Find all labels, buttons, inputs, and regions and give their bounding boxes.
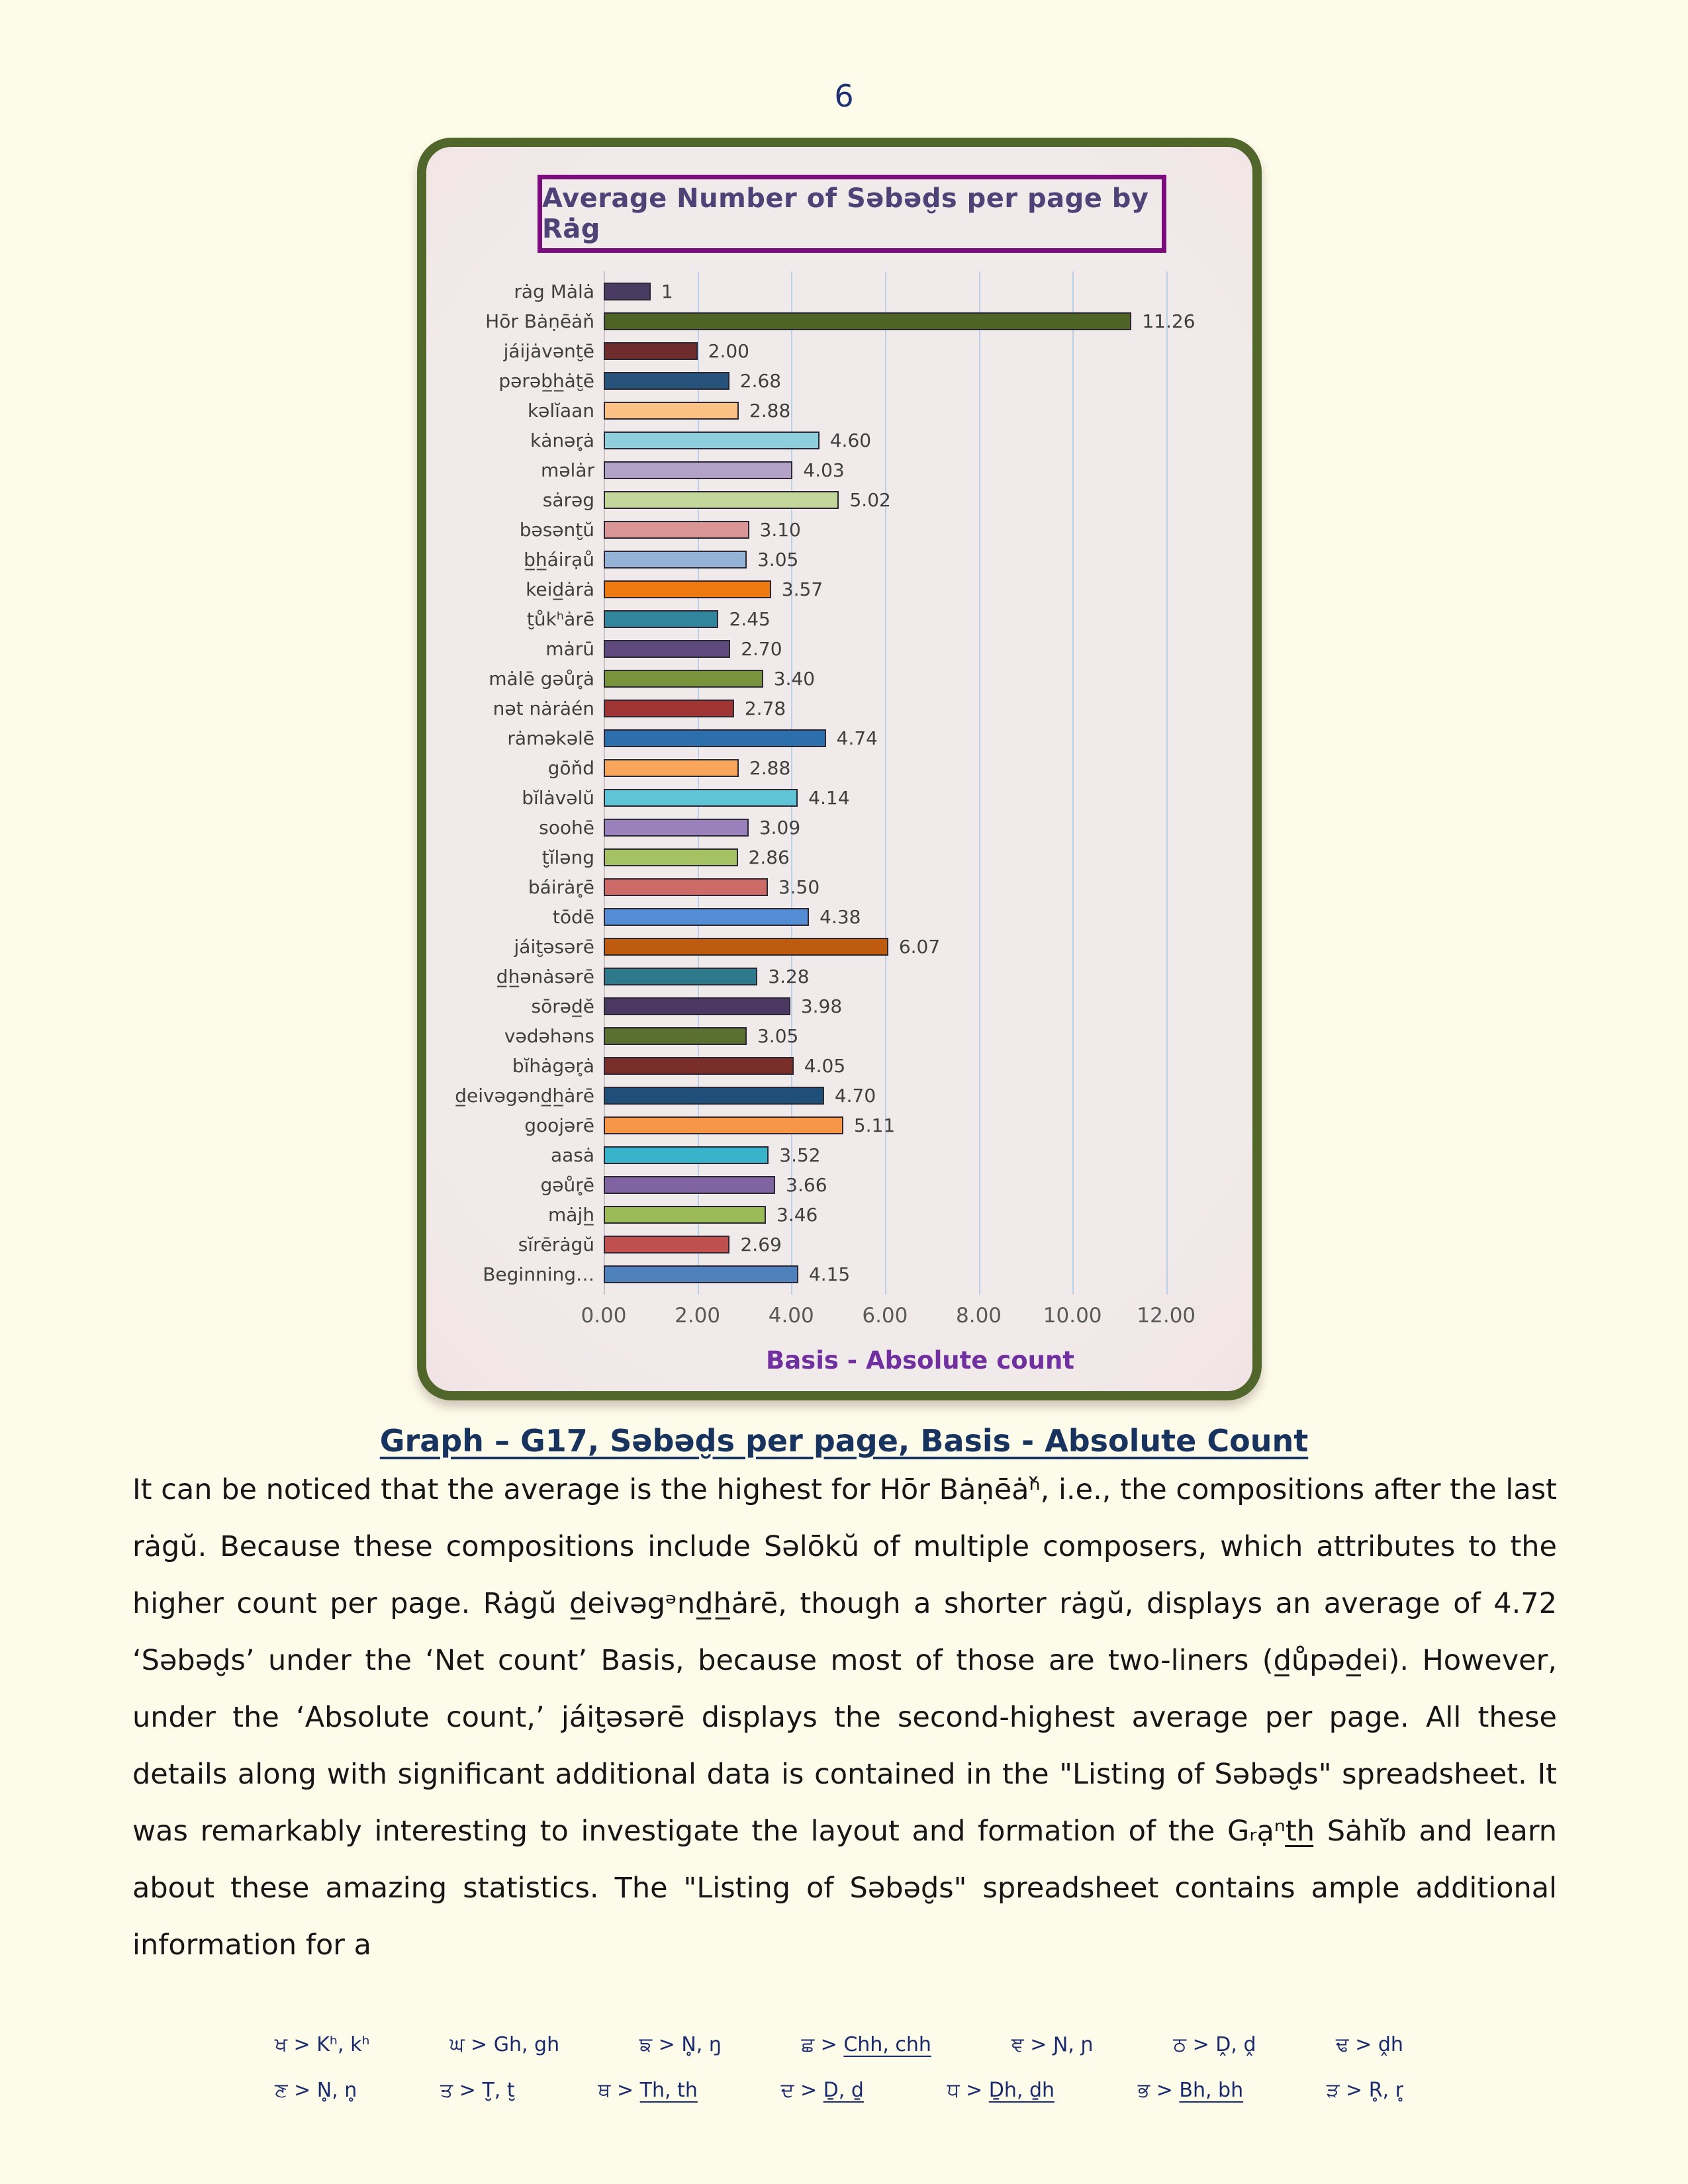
key-item bbox=[639, 2033, 722, 2056]
category-axis bbox=[430, 277, 604, 1289]
bar-label: Hōr Bȧṇēȧň bbox=[485, 310, 594, 332]
latin-transliteration: T̮, t̮ bbox=[482, 2079, 515, 2102]
chart-title-box bbox=[538, 175, 1166, 253]
bar bbox=[604, 848, 738, 866]
bar-value-label: 1 bbox=[661, 281, 673, 302]
gurmukhi-glyph: ਙ > bbox=[639, 2033, 682, 2056]
gurmukhi-glyph: ਞ > bbox=[1011, 2033, 1053, 2056]
key-item bbox=[1011, 2033, 1093, 2056]
bar bbox=[604, 521, 749, 539]
key-item bbox=[1173, 2033, 1256, 2056]
bar-row bbox=[604, 574, 1237, 604]
bar-label: tōdē bbox=[552, 906, 594, 928]
key-item bbox=[1336, 2033, 1403, 2056]
bar-label: bəsənt̮ŭ bbox=[519, 519, 594, 541]
bar-row bbox=[604, 664, 1237, 694]
bar-label: nət nȧrȧén bbox=[492, 698, 594, 719]
bar-value-label: 3.57 bbox=[781, 578, 823, 600]
bar bbox=[604, 938, 888, 956]
bar-value-label: 2.69 bbox=[740, 1234, 782, 1255]
x-tick-label: 10.00 bbox=[1043, 1304, 1102, 1328]
bar-row bbox=[604, 604, 1237, 634]
bar-value-label: 3.66 bbox=[786, 1174, 827, 1196]
bar bbox=[604, 372, 729, 390]
bar-row bbox=[604, 991, 1237, 1021]
latin-transliteration: N̥, n̥ bbox=[316, 2079, 357, 2102]
bar-label: mȧrū bbox=[545, 638, 594, 660]
bar-label: keid̲ȧrȧ bbox=[526, 578, 594, 600]
bar-row bbox=[604, 1230, 1237, 1259]
bar-label: t̮ĭləng bbox=[541, 846, 594, 868]
bar-row bbox=[604, 1140, 1237, 1170]
bar-label: bĭlȧvəlŭ bbox=[522, 787, 594, 809]
bar-row bbox=[604, 1111, 1237, 1140]
bar-label: gəůr̥ē bbox=[540, 1174, 594, 1196]
bar-value-label: 2.00 bbox=[708, 340, 749, 362]
gurmukhi-glyph: ਭ > bbox=[1137, 2079, 1180, 2102]
bar-value-label: 2.78 bbox=[744, 698, 786, 719]
latin-transliteration: N̥, ŋ bbox=[681, 2033, 722, 2056]
bar bbox=[604, 1206, 766, 1224]
bar-label: rȧg Mȧlȧ bbox=[514, 281, 594, 302]
bar-row bbox=[604, 396, 1237, 426]
bar bbox=[604, 1236, 729, 1253]
latin-transliteration: Bh, bh bbox=[1179, 2079, 1244, 2102]
key-item bbox=[1327, 2079, 1403, 2102]
bar-row bbox=[604, 306, 1237, 336]
bar-label: pərəb̲h̲ȧt̮ē bbox=[498, 370, 594, 392]
bar bbox=[604, 610, 718, 628]
latin-transliteration: Th, th bbox=[639, 2079, 698, 2102]
body-paragraph: It can be noticed that the average is the highest for Hōr Bȧṇēȧⁿ̌, i.e., the compositions after the last rȧgŭ. Because these compositions include Səlōkŭ of multiple composers, which attributes to the higher count per page. Rȧgŭ d̲eivəgᵊnd̲h̲ȧrē, though a shorter rȧgŭ, displays an average of 4.72 ‘Səbəd̮s’ under the ‘Net count’ Basis, because most of those are two-liners (d̲ůpəd̲ei). However, under the ‘Absolute count,’ jáit̮əsərē displays the second-highest average per page. All these details along with significant additional data is contained in the "Listing of Səbəd̮s" spreadsheet. It was remarkably interesting to investigate the layout and formation of the Gᵣạⁿt̲h̲ Sȧhĭb and learn about these amazing statistics. The "Listing of Səbəd̮s" spreadsheet contains ample additional information for a bbox=[132, 1473, 1557, 1962]
bar-row bbox=[604, 1170, 1237, 1200]
bar-row bbox=[604, 902, 1237, 932]
bar bbox=[604, 729, 826, 747]
bar-label: kȧnər̥ȧ bbox=[530, 430, 594, 451]
gurmukhi-glyph: ਧ > bbox=[947, 2079, 989, 2102]
bar-label: báirȧr̥ē bbox=[528, 876, 594, 898]
key-item bbox=[801, 2033, 931, 2056]
bar-value-label: 4.14 bbox=[808, 787, 850, 809]
x-axis-ticks bbox=[581, 1304, 1237, 1337]
bar-value-label: 3.05 bbox=[757, 1025, 799, 1047]
bar-label: mȧlē gəůr̥ȧ bbox=[489, 668, 594, 690]
bar bbox=[604, 878, 768, 896]
key-row bbox=[275, 2033, 1403, 2056]
gurmukhi-glyph: ਣ > bbox=[275, 2079, 317, 2102]
bar-row bbox=[604, 694, 1237, 723]
page-number: 6 bbox=[834, 78, 854, 114]
bar-value-label: 2.70 bbox=[741, 638, 782, 660]
bar bbox=[604, 580, 771, 598]
bar-row bbox=[604, 426, 1237, 455]
bar-label: b̲h̲áirạů bbox=[524, 549, 594, 570]
bar-value-label: 4.60 bbox=[829, 430, 872, 451]
latin-transliteration: Ḏh, ḏh bbox=[988, 2079, 1055, 2102]
bar-row bbox=[604, 336, 1237, 366]
latin-transliteration: ḓh bbox=[1378, 2033, 1403, 2056]
bar-row bbox=[604, 932, 1237, 962]
key-item bbox=[440, 2079, 515, 2102]
bar bbox=[604, 1146, 769, 1164]
bar bbox=[604, 670, 763, 688]
gurmukhi-glyph: ਖ > bbox=[275, 2033, 317, 2056]
bar bbox=[604, 759, 739, 777]
bar-row bbox=[604, 515, 1237, 545]
bar-value-label: 3.28 bbox=[768, 966, 810, 987]
bar-value-label: 2.88 bbox=[749, 400, 791, 422]
bar-track-area bbox=[604, 277, 1237, 1289]
bar-row bbox=[604, 545, 1237, 574]
bar-label: sōrəd̲ĕ bbox=[531, 995, 594, 1017]
bar bbox=[604, 700, 734, 717]
x-axis-title-row bbox=[604, 1346, 1237, 1375]
bar-label: sĭrērȧgŭ bbox=[518, 1234, 594, 1255]
bar-row bbox=[604, 366, 1237, 396]
key-item bbox=[449, 2033, 559, 2056]
bar-row bbox=[604, 783, 1237, 813]
bar bbox=[604, 461, 792, 479]
bar-value-label: 4.70 bbox=[834, 1085, 876, 1107]
bar-value-label: 5.02 bbox=[849, 489, 891, 511]
x-tick-label: 4.00 bbox=[768, 1304, 814, 1328]
bar-row bbox=[604, 277, 1237, 306]
gurmukhi-glyph: ਠ > bbox=[1173, 2033, 1216, 2056]
bar bbox=[604, 551, 747, 569]
bar-value-label: 3.05 bbox=[757, 549, 799, 570]
bar bbox=[604, 491, 839, 509]
figure-caption: Graph – G17, Səbəd̮s per page, Basis - Absolute Count bbox=[379, 1423, 1309, 1459]
gurmukhi-glyph: ਤ > bbox=[440, 2079, 483, 2102]
latin-transliteration: Gh, gh bbox=[493, 2033, 560, 2056]
bar bbox=[604, 997, 790, 1015]
bar-row bbox=[604, 753, 1237, 783]
bar bbox=[604, 1057, 794, 1075]
bar bbox=[604, 789, 798, 807]
bar-label: kəlĭaan bbox=[527, 400, 594, 422]
bar bbox=[604, 1027, 747, 1045]
bar bbox=[604, 968, 757, 985]
plot-area bbox=[430, 277, 1246, 1289]
bar-row bbox=[604, 813, 1237, 842]
key-item bbox=[275, 2079, 357, 2102]
bar-label: Beginning… bbox=[483, 1263, 594, 1285]
bar-row bbox=[604, 485, 1237, 515]
bar-row bbox=[604, 1200, 1237, 1230]
key-item bbox=[598, 2079, 697, 2102]
x-tick-label: 12.00 bbox=[1137, 1304, 1196, 1328]
bar bbox=[604, 283, 651, 300]
bar-value-label: 4.74 bbox=[836, 727, 878, 749]
bar-value-label: 11.26 bbox=[1142, 310, 1196, 332]
bar-value-label: 6.07 bbox=[898, 936, 941, 958]
bar-label: gōňd bbox=[547, 757, 594, 779]
bar-value-label: 3.98 bbox=[800, 995, 843, 1017]
bar-row bbox=[604, 1259, 1237, 1289]
latin-transliteration: Ḓ, ḓ bbox=[1215, 2033, 1256, 2056]
bar-value-label: 4.03 bbox=[803, 459, 845, 481]
bar-row bbox=[604, 1021, 1237, 1051]
bar bbox=[604, 1116, 843, 1134]
bar-value-label: 2.88 bbox=[749, 757, 791, 779]
latin-transliteration: Ḏ, ḏ bbox=[823, 2079, 864, 2102]
bar-label: soohē bbox=[539, 817, 594, 839]
gurmukhi-glyph: ਥ > bbox=[598, 2079, 640, 2102]
latin-transliteration: Chh, chh bbox=[843, 2033, 931, 2056]
bar-value-label: 4.38 bbox=[820, 906, 861, 928]
x-axis-title: Basis - Absolute count bbox=[766, 1346, 1074, 1375]
bar-value-label: 3.46 bbox=[776, 1204, 818, 1226]
bar-value-label: 3.52 bbox=[779, 1144, 821, 1166]
bar bbox=[604, 640, 730, 658]
bar-value-label: 3.10 bbox=[759, 519, 801, 541]
bar-row bbox=[604, 634, 1237, 664]
key-item bbox=[781, 2079, 864, 2102]
bar-label: goojərē bbox=[524, 1115, 594, 1136]
gurmukhi-glyph: ਛ > bbox=[801, 2033, 844, 2056]
bar bbox=[604, 312, 1131, 330]
bar-label: t̮ůkʰȧrē bbox=[526, 608, 594, 630]
gurmukhi-glyph: ੜ > bbox=[1326, 2079, 1369, 2102]
bar-label: mȧjh̲ bbox=[548, 1204, 594, 1226]
bar-label: d̲h̲ənȧsərē bbox=[496, 966, 594, 987]
gurmukhi-glyph: ਦ > bbox=[780, 2079, 823, 2102]
bar-value-label: 3.09 bbox=[759, 817, 801, 839]
bar-row bbox=[604, 455, 1237, 485]
bar-value-label: 5.11 bbox=[853, 1115, 896, 1136]
bar bbox=[604, 402, 739, 420]
bar-row bbox=[604, 723, 1237, 753]
bar-label: d̲eivəgənd̲h̲ȧrē bbox=[455, 1085, 594, 1107]
bar bbox=[604, 1087, 824, 1105]
transliteration-key bbox=[275, 2033, 1403, 2124]
bar bbox=[604, 1265, 798, 1283]
gurmukhi-glyph: ਘ > bbox=[449, 2033, 494, 2056]
bar-label: sȧrəg bbox=[542, 489, 594, 511]
bar-value-label: 2.86 bbox=[748, 846, 790, 868]
bar-row bbox=[604, 962, 1237, 991]
bar-row bbox=[604, 1051, 1237, 1081]
gurmukhi-glyph: ਢ > bbox=[1336, 2033, 1378, 2056]
bar-label: rȧməkəlē bbox=[507, 727, 594, 749]
bar-row bbox=[604, 1081, 1237, 1111]
key-item bbox=[275, 2033, 370, 2056]
bar-label: bĭhȧgər̥ȧ bbox=[512, 1055, 594, 1077]
x-tick-label: 6.00 bbox=[862, 1304, 908, 1328]
bar-label: aasȧ bbox=[550, 1144, 594, 1166]
latin-transliteration: Kʰ, kʰ bbox=[316, 2033, 370, 2056]
chart-card bbox=[417, 138, 1262, 1400]
bar bbox=[604, 342, 698, 360]
bar bbox=[604, 819, 749, 837]
key-item bbox=[947, 2079, 1055, 2102]
bar-label: vədəhəns bbox=[504, 1025, 594, 1047]
latin-transliteration: Ɲ, ɲ bbox=[1053, 2033, 1094, 2056]
bar-row bbox=[604, 842, 1237, 872]
bar-value-label: 4.05 bbox=[804, 1055, 846, 1077]
key-item bbox=[1138, 2079, 1243, 2102]
key-row bbox=[275, 2079, 1403, 2102]
chart-title: Average Number of Səbəd̮s per page by Rȧg bbox=[542, 183, 1149, 244]
bar bbox=[604, 432, 820, 449]
x-tick-label: 2.00 bbox=[675, 1304, 721, 1328]
latin-transliteration: R̥, r̥ bbox=[1368, 2079, 1403, 2102]
bar bbox=[604, 1176, 775, 1194]
bar-label: jáit̮əsərē bbox=[514, 936, 594, 958]
bar-value-label: 2.45 bbox=[729, 608, 771, 630]
x-tick-label: 8.00 bbox=[956, 1304, 1002, 1328]
bar-value-label: 3.50 bbox=[778, 876, 820, 898]
bar-label: məlȧr bbox=[541, 459, 594, 481]
bar-row bbox=[604, 872, 1237, 902]
bar-value-label: 4.15 bbox=[808, 1263, 851, 1285]
bar bbox=[604, 908, 809, 926]
x-tick-label: 0.00 bbox=[581, 1304, 627, 1328]
bar-value-label: 3.40 bbox=[773, 668, 816, 690]
bar-label: jáijȧvənt̮ē bbox=[503, 340, 594, 362]
bar-value-label: 2.68 bbox=[739, 370, 782, 392]
